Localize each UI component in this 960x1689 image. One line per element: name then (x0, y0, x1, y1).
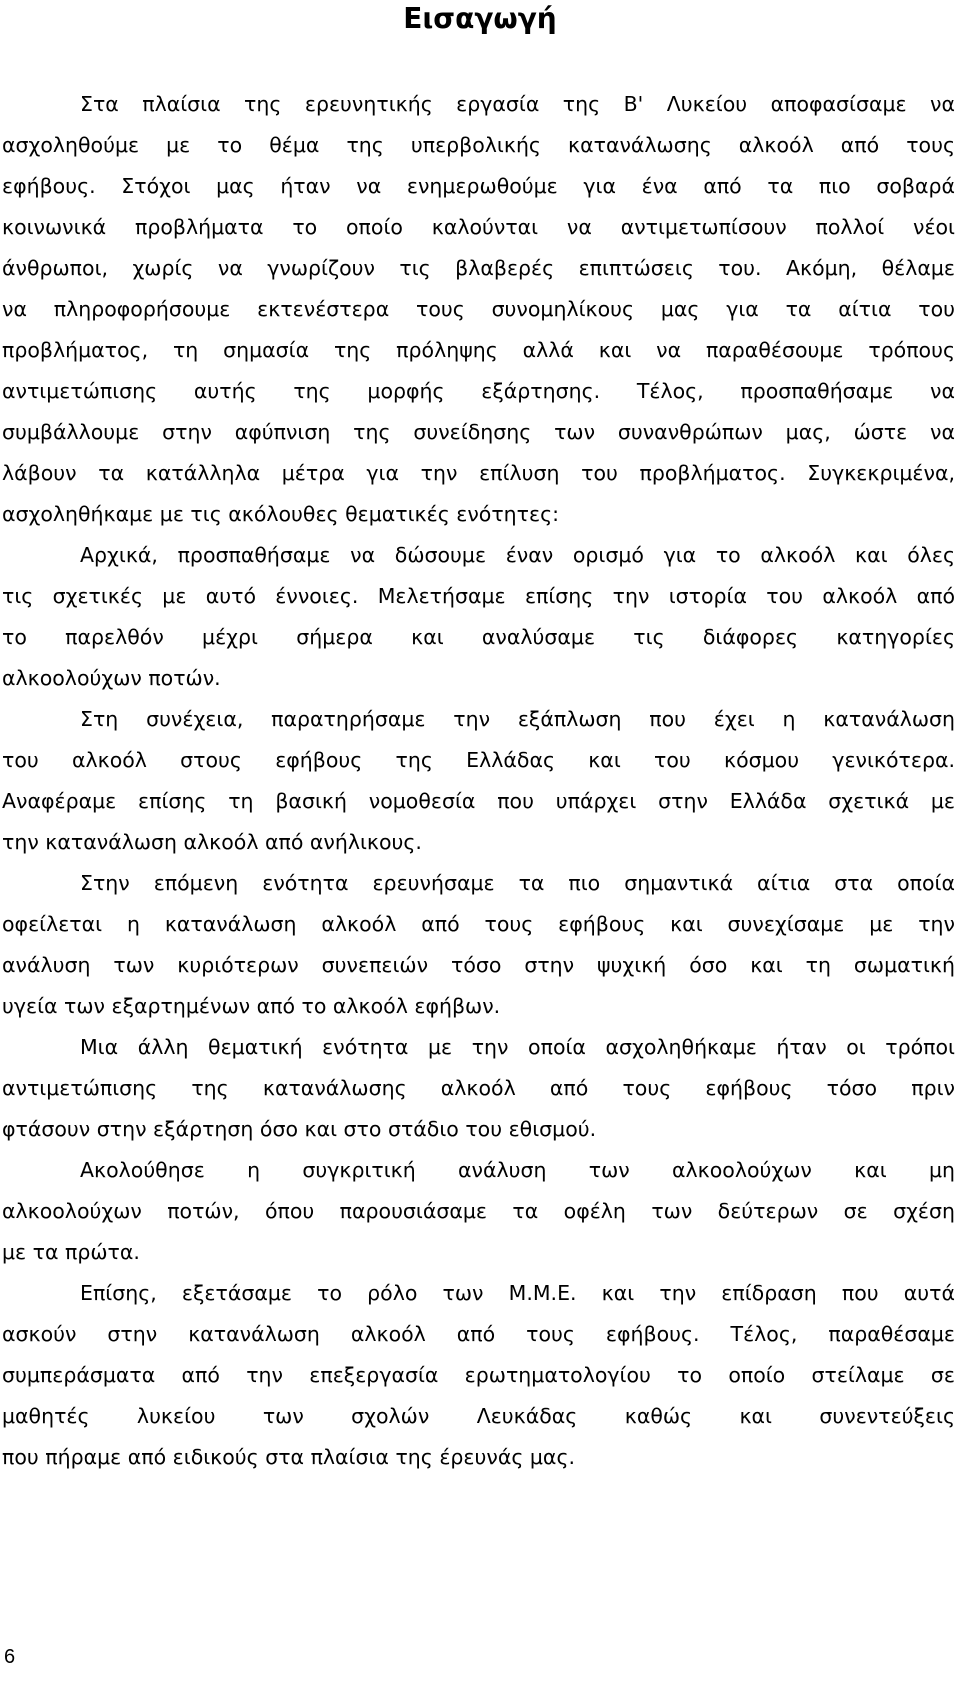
text-line: οφείλεται η κατανάλωση αλκοόλ από τους εφήβους και συνεχίσαμε με την (2, 912, 955, 936)
paragraph (2, 699, 955, 863)
paragraph (2, 84, 955, 535)
text-line: προβλήματος, τη σημασία της πρόληψης αλλά και να παραθέσουμε τρόπους (2, 338, 955, 362)
text-line: Αναφέραμε επίσης τη βασική νομοθεσία που υπάρχει στην Ελλάδα σχετικά με (2, 789, 955, 813)
text-line: ανάλυση των κυριότερων συνεπειών τόσο στην ψυχική όσο και τη σωματική (2, 953, 955, 977)
text-line: άνθρωποι, χωρίς να γνωρίζουν τις βλαβερές επιπτώσεις του. Ακόμη, θέλαμε (2, 256, 955, 280)
text-line: Ακολούθησε η συγκριτική ανάλυση των αλκοολούχων και μη (80, 1158, 955, 1182)
page-title: Εισαγωγή (403, 2, 557, 35)
text-line: αλκοολούχων ποτών. (2, 666, 221, 690)
text-line: να πληροφορήσουμε εκτενέστερα τους συνομηλίκους μας για τα αίτια του (2, 297, 955, 321)
text-line: Μια άλλη θεματική ενότητα με την οποία ασχοληθήκαμε ήταν οι τρόποι (80, 1035, 955, 1059)
text-line: του αλκοόλ στους εφήβους της Ελλάδας και του κόσμου γενικότερα. (2, 748, 955, 772)
text-line: συμβάλλουμε στην αφύπνιση της συνείδησης των συνανθρώπων μας, ώστε να (2, 420, 955, 444)
text-line: Στα πλαίσια της ερευνητικής εργασία της Β' Λυκείου αποφασίσαμε να (80, 92, 955, 116)
text-line: κοινωνικά προβλήματα το οποίο καλούνται να αντιμετωπίσουν πολλοί νέοι (2, 215, 955, 239)
text-line: συμπεράσματα από την επεξεργασία ερωτηματολογίου το οποίο στείλαμε σε (2, 1363, 955, 1387)
paragraph (2, 863, 955, 1027)
page-number: 6 (4, 1646, 16, 1668)
text-line: Στην επόμενη ενότητα ερευνήσαμε τα πιο σημαντικά αίτια στα οποία (80, 871, 955, 895)
text-line: Αρχικά, προσπαθήσαμε να δώσουμε έναν ορισμό για το αλκοόλ και όλες (80, 543, 955, 567)
text-line: την κατανάλωση αλκοόλ από ανήλικους. (2, 830, 422, 854)
text-line: Επίσης, εξετάσαμε το ρόλο των Μ.Μ.Ε. και την επίδραση που αυτά (80, 1281, 955, 1305)
document-body (2, 84, 955, 1478)
text-line: το παρελθόν μέχρι σήμερα και αναλύσαμε τις διάφορες κατηγορίες (2, 625, 955, 649)
text-line: μαθητές λυκείου των σχολών Λευκάδας καθώς και συνεντεύξεις (2, 1404, 955, 1428)
text-line: αλκοολούχων ποτών, όπου παρουσιάσαμε τα οφέλη των δεύτερων σε σχέση (2, 1199, 955, 1223)
text-line: υγεία των εξαρτημένων από το αλκοόλ εφήβων. (2, 994, 501, 1018)
text-line: αντιμετώπισης αυτής της μορφής εξάρτησης. Τέλος, προσπαθήσαμε να (2, 379, 955, 403)
paragraph (2, 1027, 955, 1150)
paragraph (2, 535, 955, 699)
text-line: εφήβους. Στόχοι μας ήταν να ενημερωθούμε για ένα από τα πιο σοβαρά (2, 174, 955, 198)
text-line: φτάσουν στην εξάρτηση όσο και στο στάδιο του εθισμού. (2, 1117, 597, 1141)
text-line: με τα πρώτα. (2, 1240, 140, 1264)
paragraph (2, 1150, 955, 1273)
text-line: ασχοληθούμε με το θέμα της υπερβολικής κατανάλωσης αλκοόλ από τους (2, 133, 955, 157)
text-line: τις σχετικές με αυτό έννοιες. Μελετήσαμε επίσης την ιστορία του αλκοόλ από (2, 584, 955, 608)
text-line: λάβουν τα κατάλληλα μέτρα για την επίλυση του προβλήματος. Συγκεκριμένα, (2, 461, 955, 485)
paragraph (2, 1273, 955, 1478)
text-line: Στη συνέχεια, παρατηρήσαμε την εξάπλωση που έχει η κατανάλωση (80, 707, 955, 731)
text-line: αντιμετώπισης της κατανάλωσης αλκοόλ από τους εφήβους τόσο πριν (2, 1076, 955, 1100)
text-line: που πήραμε από ειδικούς στα πλαίσια της έρευνάς μας. (2, 1445, 575, 1469)
text-line: ασκούν στην κατανάλωση αλκοόλ από τους εφήβους. Τέλος, παραθέσαμε (2, 1322, 955, 1346)
text-line: ασχοληθήκαμε με τις ακόλουθες θεματικές ενότητες: (2, 502, 560, 526)
